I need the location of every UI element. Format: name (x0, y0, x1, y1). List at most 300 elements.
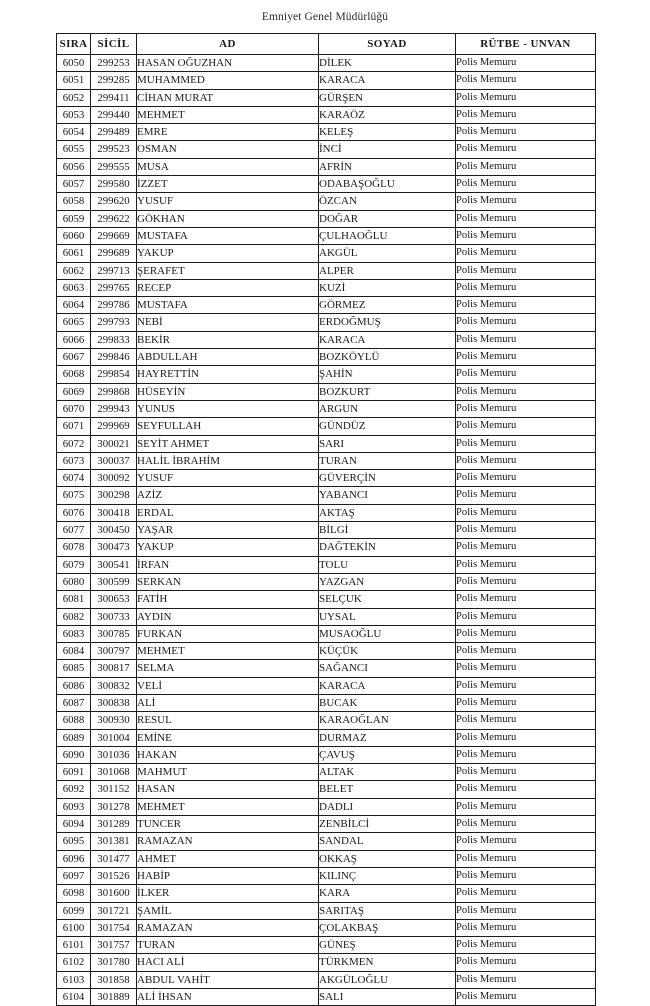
cell-sira: 6085 (57, 660, 91, 677)
cell-soyad: KARACA (319, 331, 456, 348)
cell-sicil: 301757 (91, 937, 137, 954)
cell-sicil: 301600 (91, 885, 137, 902)
cell-rutbe: Polis Memuru (456, 591, 596, 608)
cell-rutbe: Polis Memuru (456, 366, 596, 383)
cell-sicil: 300473 (91, 539, 137, 556)
table-body (57, 55, 596, 1006)
cell-ad: EMİNE (137, 729, 319, 746)
cell-rutbe: Polis Memuru (456, 746, 596, 763)
cell-soyad: AFRİN (319, 158, 456, 175)
table-row (57, 989, 596, 1006)
cell-ad: ALİ (137, 694, 319, 711)
cell-rutbe: Polis Memuru (456, 573, 596, 590)
cell-sicil: 300418 (91, 504, 137, 521)
table-row (57, 643, 596, 660)
cell-soyad: ZENBİLCİ (319, 816, 456, 833)
cell-sicil: 300541 (91, 556, 137, 573)
cell-rutbe: Polis Memuru (456, 954, 596, 971)
cell-rutbe: Polis Memuru (456, 193, 596, 210)
cell-rutbe: Polis Memuru (456, 470, 596, 487)
personnel-table (56, 33, 596, 1006)
table-row (57, 331, 596, 348)
cell-ad: HAYRETTİN (137, 366, 319, 383)
cell-sicil: 300817 (91, 660, 137, 677)
cell-ad: SELMA (137, 660, 319, 677)
cell-rutbe: Polis Memuru (456, 314, 596, 331)
table-row (57, 798, 596, 815)
cell-rutbe: Polis Memuru (456, 141, 596, 158)
cell-soyad: KELEŞ (319, 124, 456, 141)
cell-sira: 6094 (57, 816, 91, 833)
cell-rutbe: Polis Memuru (456, 418, 596, 435)
cell-sicil: 300599 (91, 573, 137, 590)
table-row (57, 694, 596, 711)
cell-soyad: DURMAZ (319, 729, 456, 746)
column-header-sicil: SİCİL (91, 34, 137, 55)
cell-sicil: 300298 (91, 487, 137, 504)
cell-ad: OSMAN (137, 141, 319, 158)
table-row (57, 141, 596, 158)
cell-soyad: ÇOLAKBAŞ (319, 919, 456, 936)
cell-ad: AYDIN (137, 608, 319, 625)
cell-rutbe: Polis Memuru (456, 279, 596, 296)
cell-soyad: SELÇUK (319, 591, 456, 608)
cell-soyad: ÇAVUŞ (319, 746, 456, 763)
cell-ad: EMRE (137, 124, 319, 141)
cell-sicil: 299854 (91, 366, 137, 383)
cell-rutbe: Polis Memuru (456, 608, 596, 625)
cell-sicil: 301780 (91, 954, 137, 971)
table-row (57, 245, 596, 262)
cell-soyad: GÖRMEZ (319, 297, 456, 314)
cell-sicil: 299523 (91, 141, 137, 158)
cell-soyad: GÜNEŞ (319, 937, 456, 954)
cell-soyad: YAZGAN (319, 573, 456, 590)
cell-ad: RAMAZAN (137, 919, 319, 936)
cell-sicil: 301526 (91, 867, 137, 884)
cell-soyad: KUZİ (319, 279, 456, 296)
cell-sira: 6102 (57, 954, 91, 971)
table-row (57, 885, 596, 902)
cell-rutbe: Polis Memuru (456, 435, 596, 452)
cell-sira: 6053 (57, 106, 91, 123)
cell-sicil: 301381 (91, 833, 137, 850)
cell-sira: 6061 (57, 245, 91, 262)
cell-sira: 6054 (57, 124, 91, 141)
cell-rutbe: Polis Memuru (456, 781, 596, 798)
table-row (57, 55, 596, 72)
cell-soyad: KARA (319, 885, 456, 902)
cell-rutbe: Polis Memuru (456, 210, 596, 227)
cell-sira: 6077 (57, 522, 91, 539)
table-row (57, 366, 596, 383)
table-row (57, 539, 596, 556)
cell-soyad: OKKAŞ (319, 850, 456, 867)
cell-rutbe: Polis Memuru (456, 556, 596, 573)
cell-rutbe: Polis Memuru (456, 971, 596, 988)
cell-sicil: 301754 (91, 919, 137, 936)
table-row (57, 297, 596, 314)
cell-sicil: 299765 (91, 279, 137, 296)
cell-sira: 6055 (57, 141, 91, 158)
cell-sicil: 299285 (91, 72, 137, 89)
cell-sira: 6073 (57, 452, 91, 469)
cell-rutbe: Polis Memuru (456, 262, 596, 279)
cell-sira: 6096 (57, 850, 91, 867)
cell-ad: RESUL (137, 712, 319, 729)
cell-rutbe: Polis Memuru (456, 867, 596, 884)
cell-soyad: BOZKURT (319, 383, 456, 400)
cell-ad: HASAN (137, 781, 319, 798)
table-row (57, 227, 596, 244)
cell-sicil: 299846 (91, 349, 137, 366)
cell-sira: 6088 (57, 712, 91, 729)
cell-soyad: BELET (319, 781, 456, 798)
table-header-row (57, 34, 596, 55)
cell-rutbe: Polis Memuru (456, 452, 596, 469)
cell-sira: 6099 (57, 902, 91, 919)
cell-rutbe: Polis Memuru (456, 798, 596, 815)
cell-sira: 6074 (57, 470, 91, 487)
cell-rutbe: Polis Memuru (456, 72, 596, 89)
cell-sira: 6101 (57, 937, 91, 954)
table-row (57, 470, 596, 487)
cell-soyad: SARI (319, 435, 456, 452)
cell-soyad: GÜRŞEN (319, 89, 456, 106)
cell-rutbe: Polis Memuru (456, 660, 596, 677)
cell-sicil: 299943 (91, 400, 137, 417)
cell-sicil: 301152 (91, 781, 137, 798)
cell-sira: 6062 (57, 262, 91, 279)
cell-rutbe: Polis Memuru (456, 694, 596, 711)
cell-sira: 6065 (57, 314, 91, 331)
table-row (57, 833, 596, 850)
cell-sicil: 299793 (91, 314, 137, 331)
cell-soyad: SARITAŞ (319, 902, 456, 919)
column-header-ad: AD (137, 34, 319, 55)
cell-rutbe: Polis Memuru (456, 487, 596, 504)
table-row (57, 193, 596, 210)
cell-rutbe: Polis Memuru (456, 227, 596, 244)
cell-sira: 6083 (57, 625, 91, 642)
cell-soyad: KARAÖZ (319, 106, 456, 123)
cell-soyad: GÜNDÜZ (319, 418, 456, 435)
cell-ad: VELİ (137, 677, 319, 694)
cell-sira: 6087 (57, 694, 91, 711)
cell-sicil: 299969 (91, 418, 137, 435)
table-row (57, 591, 596, 608)
cell-sira: 6079 (57, 556, 91, 573)
table-row (57, 902, 596, 919)
cell-ad: HABİP (137, 867, 319, 884)
table-row (57, 314, 596, 331)
table-row (57, 937, 596, 954)
table-row (57, 712, 596, 729)
cell-ad: MUSTAFA (137, 227, 319, 244)
cell-sira: 6060 (57, 227, 91, 244)
cell-ad: İZZET (137, 176, 319, 193)
table-header (57, 34, 596, 55)
cell-soyad: İNCİ (319, 141, 456, 158)
cell-sira: 6071 (57, 418, 91, 435)
cell-sicil: 301004 (91, 729, 137, 746)
table-row (57, 867, 596, 884)
cell-sira: 6052 (57, 89, 91, 106)
cell-ad: ŞERAFET (137, 262, 319, 279)
cell-ad: HÜSEYİN (137, 383, 319, 400)
cell-soyad: KARAOĞLAN (319, 712, 456, 729)
cell-ad: YUSUF (137, 470, 319, 487)
cell-rutbe: Polis Memuru (456, 539, 596, 556)
cell-soyad: AKGÜLOĞLU (319, 971, 456, 988)
cell-rutbe: Polis Memuru (456, 89, 596, 106)
cell-sicil: 300785 (91, 625, 137, 642)
cell-ad: YAKUP (137, 539, 319, 556)
cell-soyad: BİLGİ (319, 522, 456, 539)
cell-sira: 6093 (57, 798, 91, 815)
cell-rutbe: Polis Memuru (456, 850, 596, 867)
cell-rutbe: Polis Memuru (456, 937, 596, 954)
cell-sicil: 300450 (91, 522, 137, 539)
cell-ad: AZİZ (137, 487, 319, 504)
cell-rutbe: Polis Memuru (456, 833, 596, 850)
cell-sira: 6103 (57, 971, 91, 988)
cell-soyad: SALI (319, 989, 456, 1006)
cell-rutbe: Polis Memuru (456, 885, 596, 902)
cell-sira: 6056 (57, 158, 91, 175)
cell-sicil: 301278 (91, 798, 137, 815)
cell-soyad: ÖZCAN (319, 193, 456, 210)
cell-ad: GÖKHAN (137, 210, 319, 227)
cell-sicil: 299868 (91, 383, 137, 400)
cell-sicil: 299411 (91, 89, 137, 106)
cell-soyad: TÜRKMEN (319, 954, 456, 971)
cell-ad: MEHMET (137, 643, 319, 660)
cell-sicil: 300930 (91, 712, 137, 729)
cell-ad: HASAN OĞUZHAN (137, 55, 319, 72)
cell-soyad: KILINÇ (319, 867, 456, 884)
cell-sira: 6063 (57, 279, 91, 296)
cell-sira: 6076 (57, 504, 91, 521)
cell-sira: 6072 (57, 435, 91, 452)
table-row (57, 919, 596, 936)
cell-soyad: GÜVERÇİN (319, 470, 456, 487)
table-row (57, 677, 596, 694)
cell-sira: 6086 (57, 677, 91, 694)
table-row (57, 556, 596, 573)
cell-rutbe: Polis Memuru (456, 919, 596, 936)
cell-soyad: ALTAK (319, 764, 456, 781)
cell-ad: MEHMET (137, 798, 319, 815)
cell-ad: RAMAZAN (137, 833, 319, 850)
cell-sira: 6091 (57, 764, 91, 781)
cell-rutbe: Polis Memuru (456, 712, 596, 729)
cell-ad: TUNCER (137, 816, 319, 833)
table-row (57, 816, 596, 833)
cell-soyad: DADLI (319, 798, 456, 815)
table-row (57, 746, 596, 763)
cell-ad: ABDULLAH (137, 349, 319, 366)
cell-sicil: 300037 (91, 452, 137, 469)
cell-rutbe: Polis Memuru (456, 400, 596, 417)
document-title: Emniyet Genel Müdürlüğü (261, 11, 389, 23)
column-header-soyad: SOYAD (319, 34, 456, 55)
cell-sira: 6075 (57, 487, 91, 504)
cell-sicil: 300797 (91, 643, 137, 660)
cell-ad: İRFAN (137, 556, 319, 573)
cell-sicil: 301858 (91, 971, 137, 988)
cell-soyad: BOZKÖYLÜ (319, 349, 456, 366)
cell-sicil: 299253 (91, 55, 137, 72)
table-row (57, 608, 596, 625)
cell-soyad: ÇULHAOĞLU (319, 227, 456, 244)
cell-sira: 6070 (57, 400, 91, 417)
cell-soyad: DOĞAR (319, 210, 456, 227)
table-row (57, 504, 596, 521)
table-row (57, 279, 596, 296)
cell-ad: HACI ALİ (137, 954, 319, 971)
table-row (57, 124, 596, 141)
cell-rutbe: Polis Memuru (456, 245, 596, 262)
cell-sira: 6082 (57, 608, 91, 625)
cell-rutbe: Polis Memuru (456, 677, 596, 694)
table-row (57, 72, 596, 89)
cell-sicil: 300021 (91, 435, 137, 452)
cell-rutbe: Polis Memuru (456, 176, 596, 193)
table-row (57, 158, 596, 175)
cell-sicil: 299689 (91, 245, 137, 262)
cell-sira: 6057 (57, 176, 91, 193)
cell-sicil: 299713 (91, 262, 137, 279)
cell-soyad: DAĞTEKİN (319, 539, 456, 556)
cell-rutbe: Polis Memuru (456, 331, 596, 348)
cell-sicil: 299669 (91, 227, 137, 244)
cell-rutbe: Polis Memuru (456, 625, 596, 642)
cell-rutbe: Polis Memuru (456, 816, 596, 833)
cell-soyad: SANDAL (319, 833, 456, 850)
cell-sira: 6064 (57, 297, 91, 314)
cell-rutbe: Polis Memuru (456, 383, 596, 400)
cell-soyad: ODABAŞOĞLU (319, 176, 456, 193)
cell-ad: HAKAN (137, 746, 319, 763)
table-row (57, 210, 596, 227)
table-row (57, 435, 596, 452)
cell-soyad: ERDOĞMUŞ (319, 314, 456, 331)
cell-sira: 6081 (57, 591, 91, 608)
cell-rutbe: Polis Memuru (456, 764, 596, 781)
cell-ad: RECEP (137, 279, 319, 296)
table-row (57, 781, 596, 798)
table-row (57, 625, 596, 642)
table-row (57, 660, 596, 677)
cell-ad: SEYFULLAH (137, 418, 319, 435)
cell-sira: 6092 (57, 781, 91, 798)
cell-ad: YAŞAR (137, 522, 319, 539)
table-row (57, 452, 596, 469)
cell-sira: 6069 (57, 383, 91, 400)
cell-sira: 6100 (57, 919, 91, 936)
cell-sicil: 300832 (91, 677, 137, 694)
table-row (57, 764, 596, 781)
cell-rutbe: Polis Memuru (456, 643, 596, 660)
cell-sicil: 299833 (91, 331, 137, 348)
cell-soyad: ARGUN (319, 400, 456, 417)
cell-soyad: TURAN (319, 452, 456, 469)
cell-ad: AHMET (137, 850, 319, 867)
cell-ad: SERKAN (137, 573, 319, 590)
cell-soyad: ŞAHİN (319, 366, 456, 383)
cell-ad: MUSA (137, 158, 319, 175)
cell-sira: 6058 (57, 193, 91, 210)
cell-sira: 6068 (57, 366, 91, 383)
cell-sicil: 300653 (91, 591, 137, 608)
cell-soyad: MUSAOĞLU (319, 625, 456, 642)
cell-sicil: 299622 (91, 210, 137, 227)
cell-soyad: KÜÇÜK (319, 643, 456, 660)
table-row (57, 573, 596, 590)
cell-sira: 6051 (57, 72, 91, 89)
cell-ad: YUSUF (137, 193, 319, 210)
cell-sicil: 301721 (91, 902, 137, 919)
cell-sicil: 299489 (91, 124, 137, 141)
cell-sira: 6050 (57, 55, 91, 72)
cell-sira: 6080 (57, 573, 91, 590)
cell-ad: TURAN (137, 937, 319, 954)
cell-sicil: 299786 (91, 297, 137, 314)
cell-rutbe: Polis Memuru (456, 522, 596, 539)
cell-sira: 6066 (57, 331, 91, 348)
cell-sicil: 301068 (91, 764, 137, 781)
cell-ad: BEKİR (137, 331, 319, 348)
cell-ad: ERDAL (137, 504, 319, 521)
cell-ad: HALİL İBRAHİM (137, 452, 319, 469)
cell-ad: FATİH (137, 591, 319, 608)
cell-sira: 6084 (57, 643, 91, 660)
cell-soyad: TOLU (319, 556, 456, 573)
cell-soyad: KARACA (319, 677, 456, 694)
cell-sicil: 301889 (91, 989, 137, 1006)
cell-ad: YUNUS (137, 400, 319, 417)
cell-sicil: 301477 (91, 850, 137, 867)
cell-ad: FURKAN (137, 625, 319, 642)
cell-soyad: DİLEK (319, 55, 456, 72)
table-row (57, 487, 596, 504)
cell-rutbe: Polis Memuru (456, 504, 596, 521)
cell-soyad: YABANCI (319, 487, 456, 504)
cell-ad: SEYİT AHMET (137, 435, 319, 452)
cell-rutbe: Polis Memuru (456, 106, 596, 123)
cell-ad: ALİ İHSAN (137, 989, 319, 1006)
table-row (57, 971, 596, 988)
cell-sicil: 300733 (91, 608, 137, 625)
cell-sira: 6067 (57, 349, 91, 366)
cell-soyad: UYSAL (319, 608, 456, 625)
cell-sicil: 301036 (91, 746, 137, 763)
cell-ad: YAKUP (137, 245, 319, 262)
cell-sira: 6090 (57, 746, 91, 763)
cell-ad: MAHMUT (137, 764, 319, 781)
cell-ad: ŞAMİL (137, 902, 319, 919)
cell-soyad: BUCAK (319, 694, 456, 711)
cell-sira: 6078 (57, 539, 91, 556)
table-row (57, 850, 596, 867)
cell-soyad: ALPER (319, 262, 456, 279)
cell-sira: 6095 (57, 833, 91, 850)
column-header-rutbe: RÜTBE - UNVAN (456, 34, 596, 55)
table-row (57, 349, 596, 366)
cell-ad: MUHAMMED (137, 72, 319, 89)
cell-ad: MUSTAFA (137, 297, 319, 314)
